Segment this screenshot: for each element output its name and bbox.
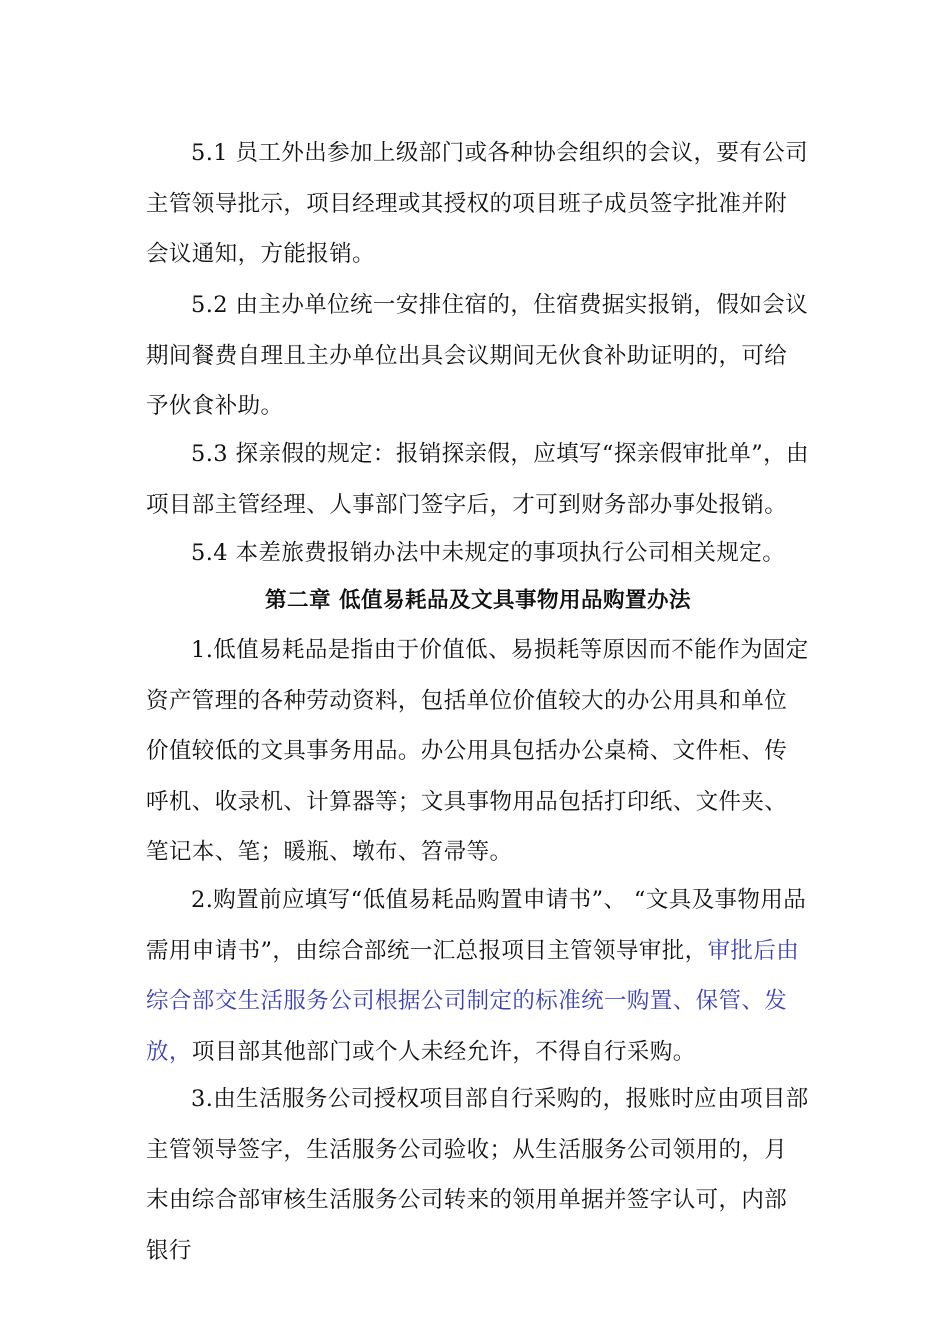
paragraph-5-4: 5.4 本差旅费报销办法中未规定的事项执行公司相关规定。 (191, 540, 786, 566)
item-2-paragraph (146, 875, 810, 1077)
paragraph-5-3: 5.3 探亲假的规定：报销探亲假，应填写“探亲假审批单”，由项目部主管经理、人事部门签字后，才可到财务部办事处报销。 (146, 441, 809, 518)
paragraph-5-1: 5.1 员工外出参加上级部门或各种协会组织的会议，要有公司主管领导批示，项目经理或其授权的项目班子成员签字批准并附会议通知，方能报销。 (146, 140, 809, 267)
item-2-text-end: 项目部其他部门或个人未经允许，不得自行采购。 (191, 1038, 696, 1065)
chapter-heading: 第二章 低值易耗品及文具事物用品购置办法 (265, 588, 691, 613)
item-3-paragraph: 3.由生活服务公司授权项目部自行采购的，报账时应由项目部主管领导签字，生活服务公司验收；从生活服务公司领用的，月末由综合部审核生活服务公司转来的领用单据并签字认可，内部银行 (146, 1086, 809, 1264)
paragraph-5-2: 5.2 由主办单位统一安排住宿的，住宿费据实报销，假如会议期间餐费自理且主办单位出具会议期间无伙食补助证明的，可给予伙食补助。 (146, 292, 809, 419)
item-2-text-start: 2.购置前应填写“低值易耗品购置申请书”、 “文具及事物用品需用申请书”，由综合部统一汇总报项目主管领导审批， (146, 887, 807, 964)
item-2-highlighted-text: 审批后由综合部交生活服务公司根据公司制定的标准统一购置、保管、发放， (146, 937, 800, 1065)
item-1-paragraph: 1.低值易耗品是指由于价值低、易损耗等原因而不能作为固定资产管理的各种劳动资料，包括单位价值较大的办公用具和单位价值较低的文具事务用品。办公用具包括办公桌椅、文件柜、传呼机、收录机、计算器等；文具事物用品包括打印纸、文件夹、笔记本、笔；暖瓶、墩布、笤帚等。 (146, 637, 809, 865)
